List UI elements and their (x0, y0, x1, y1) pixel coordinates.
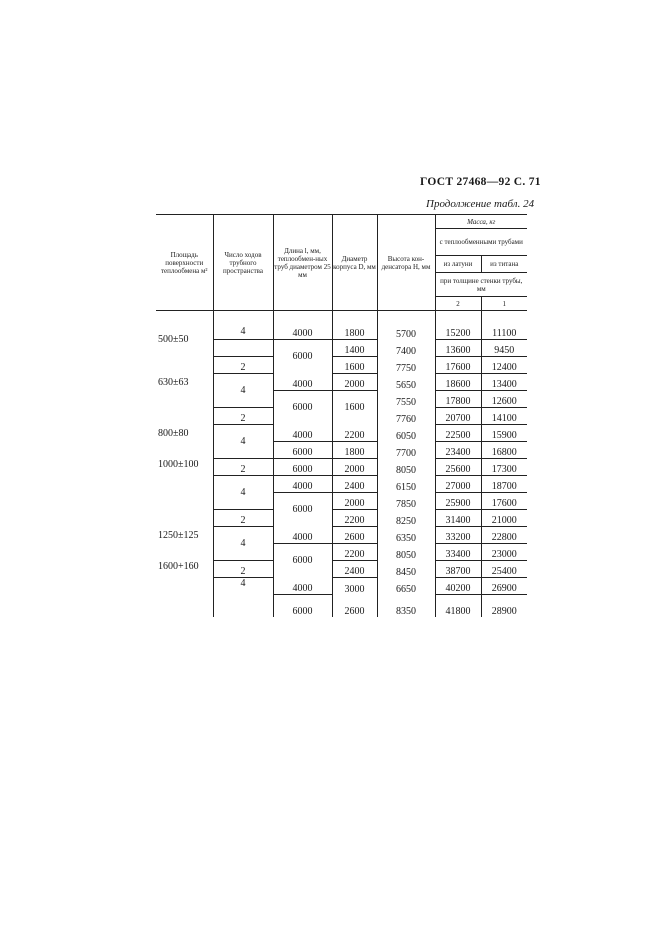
titanium-mass-cell: 23000 (481, 544, 527, 561)
brass-mass-cell: 22500 (435, 425, 481, 442)
header-area: Площадь поверхности теплообмена м² (156, 215, 213, 311)
passes-cell: 2 (213, 561, 273, 578)
brass-mass-cell: 33400 (435, 544, 481, 561)
header-mass: Масса, кг (435, 215, 527, 229)
titanium-mass-cell: 28900 (481, 595, 527, 618)
brass-mass-cell: 41800 (435, 595, 481, 618)
titanium-mass-cell: 17600 (481, 493, 527, 510)
titanium-mass-cell: 16800 (481, 442, 527, 459)
area-cell: 500±50 (158, 334, 189, 346)
length-cell: 4000 (273, 425, 332, 442)
height-cell: 6350 (377, 527, 435, 544)
height-cell: 7550 (377, 391, 435, 408)
diameter-cell: 2000 (332, 374, 377, 391)
header-diameter: Диаметр корпуса D, мм (332, 215, 377, 311)
header-length: Длина l, мм, теплообмен-ных труб диаметром 25 мм (273, 215, 332, 311)
diameter-cell: 2200 (332, 544, 377, 561)
brass-mass-cell: 33200 (435, 527, 481, 544)
diameter-cell: 2600 (332, 595, 377, 618)
header-with-tubes: с теплообменными трубами (435, 229, 527, 256)
area-cell: 630±63 (158, 376, 189, 388)
titanium-mass-cell: 13400 (481, 374, 527, 391)
diameter-cell: 1600 (332, 391, 377, 425)
titanium-mass-cell: 11100 (481, 311, 527, 340)
diameter-cell: 1600 (332, 357, 377, 374)
brass-mass-cell: 17800 (435, 391, 481, 408)
titanium-mass-cell: 21000 (481, 510, 527, 527)
brass-mass-cell: 27000 (435, 476, 481, 493)
length-cell: 4000 (273, 311, 332, 340)
brass-mass-cell: 13600 (435, 340, 481, 357)
passes-cell (213, 340, 273, 357)
table-continuation-caption: Продолжение табл. 24 (426, 198, 535, 210)
header-wall-2: 2 (435, 297, 481, 311)
length-cell: 6000 (273, 340, 332, 374)
brass-mass-cell: 25900 (435, 493, 481, 510)
passes-cell: 2 (213, 510, 273, 527)
passes-cell: 4 (213, 374, 273, 408)
diameter-cell: 2200 (332, 510, 377, 527)
height-cell: 8450 (377, 561, 435, 578)
length-cell: 4000 (273, 578, 332, 595)
header-passes: Число ходов трубного пространства (213, 215, 273, 311)
diameter-cell: 2400 (332, 476, 377, 493)
height-cell: 6050 (377, 425, 435, 442)
height-cell: 7400 (377, 340, 435, 357)
length-cell: 6000 (273, 493, 332, 527)
height-cell: 5650 (377, 374, 435, 391)
header-height: Высота кон-денсатора H, мм (377, 215, 435, 311)
brass-mass-cell: 17600 (435, 357, 481, 374)
diameter-cell: 3000 (332, 578, 377, 595)
diameter-cell: 1400 (332, 340, 377, 357)
titanium-mass-cell: 26900 (481, 578, 527, 595)
diameter-cell: 2000 (332, 493, 377, 510)
titanium-mass-cell: 12600 (481, 391, 527, 408)
passes-cell: 2 (213, 408, 273, 425)
brass-mass-cell: 31400 (435, 510, 481, 527)
length-cell: 4000 (273, 476, 332, 493)
titanium-mass-cell: 18700 (481, 476, 527, 493)
diameter-cell: 1800 (332, 442, 377, 459)
passes-cell: 4 (213, 425, 273, 459)
length-cell: 6000 (273, 442, 332, 459)
header-wall-1: 1 (481, 297, 527, 311)
height-cell: 7700 (377, 442, 435, 459)
diameter-cell: 2000 (332, 459, 377, 476)
brass-mass-cell: 18600 (435, 374, 481, 391)
height-cell: 8050 (377, 544, 435, 561)
height-cell: 8350 (377, 595, 435, 618)
area-cell: 800±80 (158, 427, 189, 439)
condenser-table (156, 214, 527, 617)
passes-cell: 2 (213, 357, 273, 374)
height-cell: 5700 (377, 311, 435, 340)
length-cell: 6000 (273, 595, 332, 618)
brass-mass-cell: 38700 (435, 561, 481, 578)
area-cell: 1600+160 (158, 560, 199, 572)
height-cell: 7760 (377, 408, 435, 425)
height-cell: 6650 (377, 578, 435, 595)
page-header: ГОСТ 27468—92 С. 71 (420, 176, 541, 188)
passes-cell: 4 (213, 578, 273, 618)
height-cell: 7750 (377, 357, 435, 374)
height-cell: 6150 (377, 476, 435, 493)
area-cell: 1000±100 (158, 458, 199, 470)
diameter-cell: 2400 (332, 561, 377, 578)
brass-mass-cell: 40200 (435, 578, 481, 595)
height-cell: 7850 (377, 493, 435, 510)
header-titanium: из титана (481, 256, 527, 273)
titanium-mass-cell: 17300 (481, 459, 527, 476)
titanium-mass-cell: 12400 (481, 357, 527, 374)
diameter-cell: 2200 (332, 425, 377, 442)
area-cell: 1250±125 (158, 529, 199, 541)
titanium-mass-cell: 15900 (481, 425, 527, 442)
height-cell: 8050 (377, 459, 435, 476)
length-cell: 4000 (273, 527, 332, 544)
brass-mass-cell: 15200 (435, 311, 481, 340)
header-brass: из латуни (435, 256, 481, 273)
passes-cell: 4 (213, 527, 273, 561)
data-table-wrapper (156, 214, 527, 617)
titanium-mass-cell: 22800 (481, 527, 527, 544)
height-cell: 8250 (377, 510, 435, 527)
passes-cell: 4 (213, 476, 273, 510)
brass-mass-cell: 23400 (435, 442, 481, 459)
length-cell: 6000 (273, 391, 332, 425)
length-cell: 6000 (273, 459, 332, 476)
diameter-cell: 1800 (332, 311, 377, 340)
header-wall-thickness: при толщине стенки трубы, мм (435, 273, 527, 297)
titanium-mass-cell: 14100 (481, 408, 527, 425)
passes-cell: 2 (213, 459, 273, 476)
brass-mass-cell: 20700 (435, 408, 481, 425)
brass-mass-cell: 25600 (435, 459, 481, 476)
titanium-mass-cell: 9450 (481, 340, 527, 357)
length-cell: 6000 (273, 544, 332, 578)
diameter-cell: 2600 (332, 527, 377, 544)
passes-cell: 4 (213, 311, 273, 340)
length-cell: 4000 (273, 374, 332, 391)
titanium-mass-cell: 25400 (481, 561, 527, 578)
